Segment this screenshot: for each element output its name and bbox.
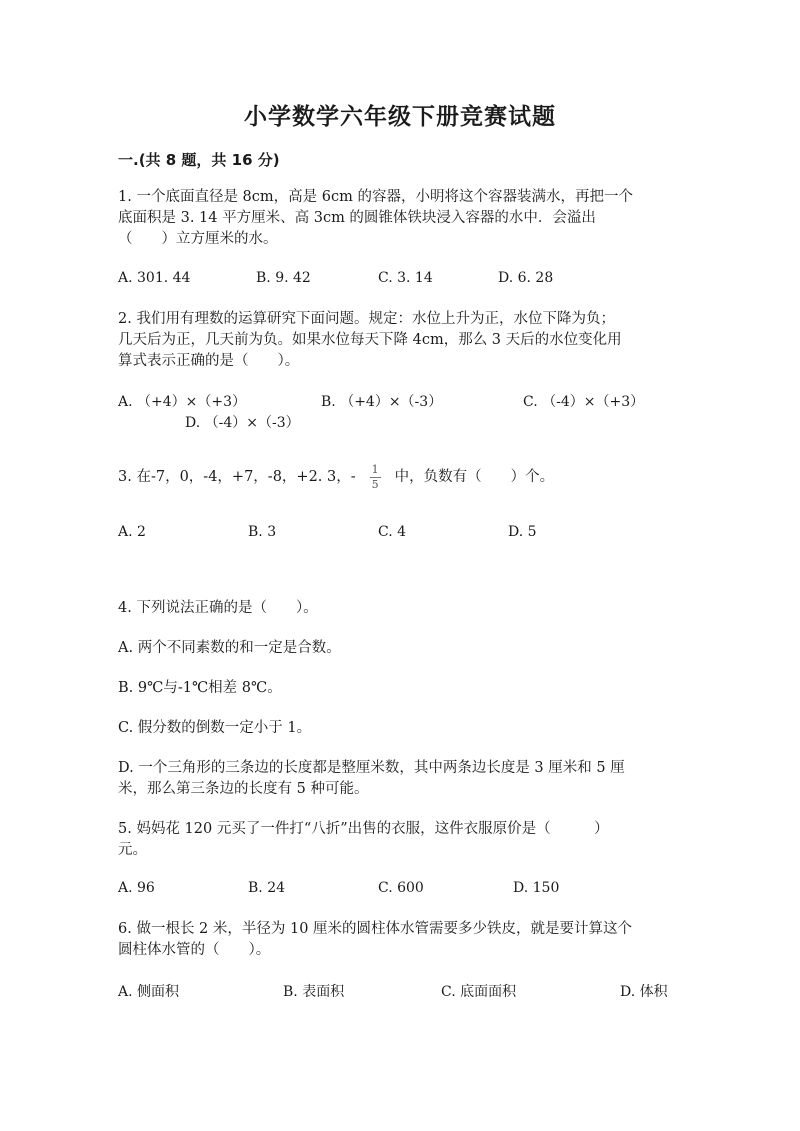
fraction-one-fifth	[370, 463, 381, 492]
question-5-options	[118, 880, 678, 902]
question-5-option-c[interactable]: C. 600	[378, 880, 424, 896]
question-2-option-d[interactable]: D. （-4）×（-3）	[185, 415, 300, 431]
question-1-option-b[interactable]: B. 9. 42	[256, 270, 311, 286]
page-title: 小学数学六年级下册竞赛试题	[244, 103, 556, 130]
question-4-option-b[interactable]: B. 9℃与-1℃相差 8℃。	[118, 680, 282, 696]
question-4-option-d[interactable]	[118, 758, 683, 800]
section-heading: 一.(共 8 题，共 16 分)	[118, 151, 280, 169]
question-5	[118, 819, 683, 861]
question-1-line-3: （ ）立方厘米的水。	[118, 231, 278, 247]
question-6	[118, 919, 683, 961]
question-2-line-1: 2. 我们用有理数的运算研究下面问题。规定：水位上升为正，水位下降为负；	[118, 311, 615, 327]
question-2-options-row-2	[118, 412, 678, 434]
question-3-prefix: 3. 在-7，0，-4，+7，-8，+2. 3，-	[118, 469, 356, 485]
question-3-option-d[interactable]: D. 5	[508, 524, 537, 540]
question-6-option-a[interactable]: A. 侧面积	[118, 984, 180, 1000]
question-4-stem: 4. 下列说法正确的是（ ）。	[118, 600, 318, 616]
question-3	[118, 462, 683, 492]
question-6-line-1: 6. 做一根长 2 米，半径为 10 厘米的圆柱体水管需要多少铁皮，就是要计算这个	[118, 921, 633, 937]
question-4-option-c[interactable]: C. 假分数的倒数一定小于 1。	[118, 720, 312, 736]
question-3-option-a[interactable]: A. 2	[118, 524, 146, 540]
question-2-option-c[interactable]: C. （-4）×（+3）	[523, 394, 645, 410]
question-5-option-d[interactable]: D. 150	[513, 880, 560, 896]
question-6-line-2: 圆柱体水管的（ ）。	[118, 942, 271, 958]
question-5-line-2: 元。	[118, 842, 147, 858]
question-1-line-2: 底面积是 3. 14 平方厘米、高 3cm 的圆锥体铁块浸入容器的水中．会溢出	[118, 210, 596, 226]
question-1-option-a[interactable]: A. 301. 44	[118, 270, 191, 286]
question-3-option-c[interactable]: C. 4	[378, 524, 407, 540]
question-2	[118, 309, 683, 372]
question-4-option-a[interactable]: A. 两个不同素数的和一定是合数。	[118, 640, 341, 656]
question-6-options	[118, 981, 678, 1003]
fraction-numerator: 1	[371, 462, 379, 476]
question-6-option-b[interactable]: B. 表面积	[283, 984, 345, 1000]
question-3-options	[118, 524, 678, 546]
question-4-option-d-line-2: 米，那么第三条边的长度有 5 种可能。	[118, 781, 369, 797]
question-1-line-1: 1. 一个底面直径是 8cm，高是 6cm 的容器，小明将这个容器装满水，再把一个	[118, 189, 633, 205]
question-1-option-d[interactable]: D. 6. 28	[498, 270, 554, 286]
question-5-line-1: 5. 妈妈花 120 元买了一件打“八折”出售的衣服，这件衣服原价是（ ）	[118, 821, 609, 837]
question-1-option-c[interactable]: C. 3. 14	[378, 270, 433, 286]
question-3-option-b[interactable]: B. 3	[248, 524, 277, 540]
question-5-option-a[interactable]: A. 96	[118, 880, 155, 896]
question-2-option-a[interactable]: A. （+4）×（+3）	[118, 394, 247, 410]
question-3-suffix: 中，负数有（ ）个。	[394, 469, 555, 485]
fraction-denominator: 5	[371, 477, 379, 491]
question-2-line-3: 算式表示正确的是（ ）。	[118, 353, 300, 369]
question-1	[118, 187, 683, 250]
question-5-option-b[interactable]: B. 24	[248, 880, 286, 896]
question-2-line-2: 几天后为正，几天前为负。如果水位每天下降 4cm，那么 3 天后的水位变化用	[118, 332, 622, 348]
question-4-option-d-line-1: D. 一个三角形的三条边的长度都是整厘米数，其中两条边长度是 3 厘米和 5 厘	[118, 760, 625, 776]
question-2-options	[118, 391, 678, 413]
question-6-option-c[interactable]: C. 底面面积	[441, 984, 517, 1000]
question-1-options	[118, 270, 678, 292]
question-2-option-b[interactable]: B. （+4）×（-3）	[321, 394, 443, 410]
question-6-option-d[interactable]: D. 体积	[620, 984, 668, 1000]
